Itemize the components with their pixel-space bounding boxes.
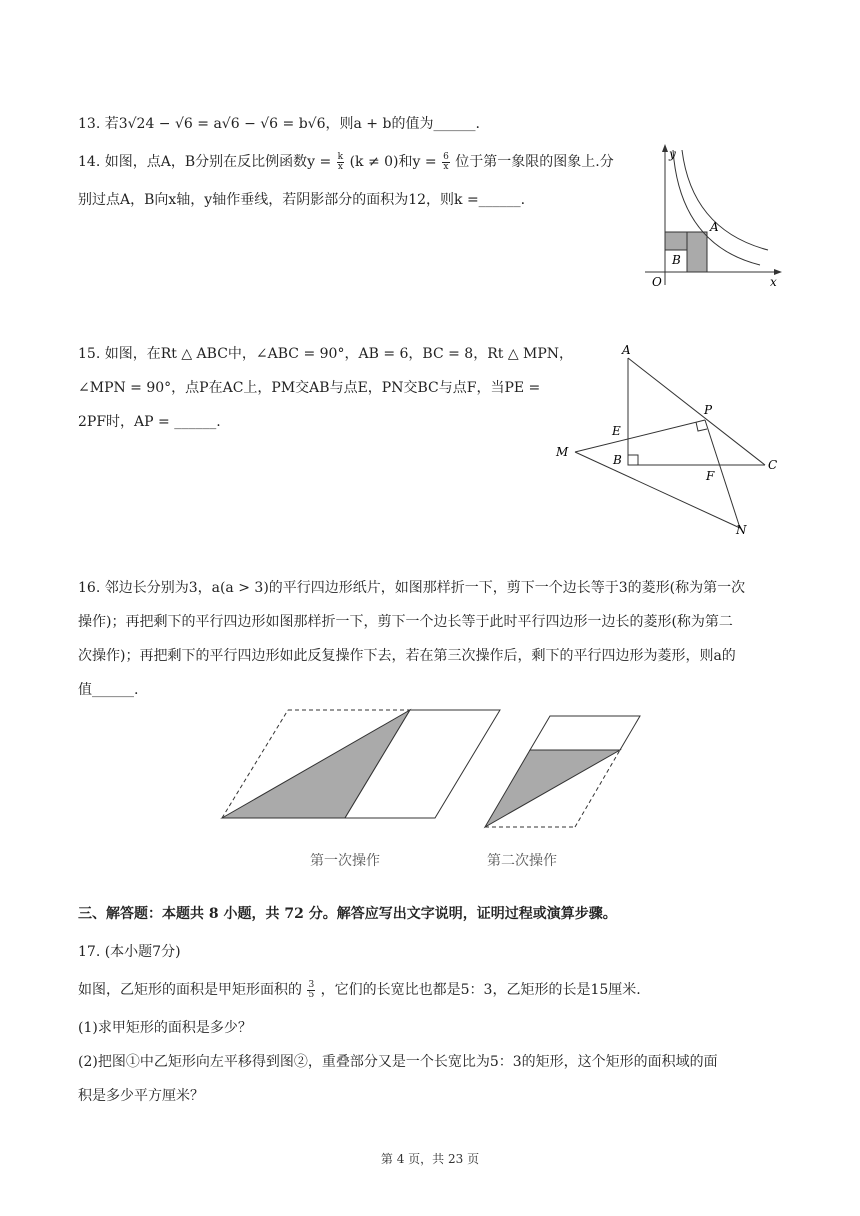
- point-c-label: C: [768, 458, 778, 472]
- question-13: [78, 114, 480, 134]
- question-16-line-4: [78, 680, 138, 700]
- point-a-label: A: [710, 220, 719, 234]
- q14-figure: [640, 140, 790, 295]
- q16-text-line3: 次操作)；再把剩下的平行四边形如此反复操作下去，若在第三次操作后，剩下的平行四边形为菱形，则a的: [78, 648, 736, 664]
- q17-part2-text-line2: 积是多少平方厘米？: [78, 1088, 204, 1104]
- y-axis-label: y: [669, 147, 676, 161]
- q17-text-a: 如图，乙矩形的面积是甲矩形面积的: [78, 982, 302, 998]
- question-14-line-1: [78, 152, 614, 172]
- q16-text-line4: 值______.: [78, 682, 139, 698]
- question-17-header: [78, 942, 181, 962]
- question-17-line-1: [78, 980, 641, 1000]
- section-3-title-text: 三、解答题：本题共 8 小题，共 72 分。解答应写出文字说明，证明过程或演算步骤。: [78, 906, 617, 922]
- point-e-label: E: [612, 424, 621, 438]
- question-17-part-2-line-1: [78, 1052, 718, 1072]
- question-17-part-2-line-2: [78, 1086, 204, 1106]
- q15-figure: [550, 340, 790, 540]
- point-f-label: F: [706, 469, 715, 483]
- q14-text-a: 14. 如图，点A，B分别在反比例函数y =: [78, 154, 332, 170]
- point-a-label: A: [622, 343, 631, 357]
- q17-text-b: ，它们的长宽比也都是5：3，乙矩形的长是15厘米.: [320, 982, 641, 998]
- point-b-label: B: [672, 253, 681, 267]
- section-3-title: [78, 904, 617, 924]
- page-footer: 第 4 页，共 23 页: [380, 1152, 480, 1166]
- question-15-line-1: [78, 344, 573, 364]
- origin-label: O: [652, 275, 662, 289]
- question-13-text: 13. 若3√24 − √6 = a√6 − √6 = b√6，则a + b的值为______.: [78, 116, 480, 132]
- q15-text-line3: 2PF时，AP = ______.: [78, 414, 221, 430]
- q16-text-line2: 操作)；再把剩下的平行四边形如图那样折一下，剪下一个边长等于此时平行四边形一边长的菱形(称为第二: [78, 614, 733, 630]
- question-17-part-1: [78, 1018, 252, 1038]
- q17-header-text: 17. (本小题7分): [78, 944, 181, 960]
- caption-second-operation: 第二次操作: [487, 853, 557, 869]
- x-axis-label: x: [770, 275, 777, 289]
- q16-figures: [200, 700, 660, 840]
- q14-text-c: 位于第一象限的图象上.分: [455, 154, 614, 170]
- question-15-line-2: [78, 378, 540, 398]
- point-b-label: B: [613, 453, 622, 467]
- q14-text-b: (k ≠ 0)和y =: [349, 154, 437, 170]
- question-16-line-1: [78, 578, 745, 598]
- fraction-6-over-x: $\frac{6}{x}$: [443, 151, 449, 172]
- question-16-line-3: [78, 646, 736, 666]
- q15-text-line2: ∠MPN = 90°，点P在AC上，PM交AB与点E，PN交BC与点F，当PE =: [78, 380, 541, 396]
- question-14-line-2: [78, 190, 525, 210]
- fraction-3-over-5: $\frac{3}{5}$: [308, 979, 315, 1000]
- question-15-line-3: [78, 412, 221, 432]
- question-16-line-2: [78, 612, 733, 632]
- q16-text-line1: 16. 邻边长分别为3，a(a > 3)的平行四边形纸片，如图那样折一下，剪下一个边长等于3的菱形(称为第一次: [78, 580, 746, 596]
- fraction-k-over-x: $\frac{k}{x}$: [337, 151, 344, 172]
- point-p-label: P: [704, 403, 713, 417]
- q15-text-line1: 15. 如图，在Rt △ ABC中，∠ABC = 90°，AB = 6，BC = 8，Rt △ MPN，: [78, 346, 574, 362]
- caption-first-operation: 第一次操作: [310, 853, 380, 869]
- q17-part1-text: (1)求甲矩形的面积是多少？: [78, 1020, 252, 1036]
- q17-part2-text-line1: (2)把图①中乙矩形向左平移得到图②，重叠部分又是一个长宽比为5：3的矩形，这个矩形的面积域的面: [78, 1054, 718, 1070]
- q14-text-line2: 别过点A，B向x轴，y轴作垂线，若阴影部分的面积为12，则k =______.: [78, 192, 526, 208]
- point-n-label: N: [736, 523, 747, 537]
- point-m-label: M: [556, 445, 569, 459]
